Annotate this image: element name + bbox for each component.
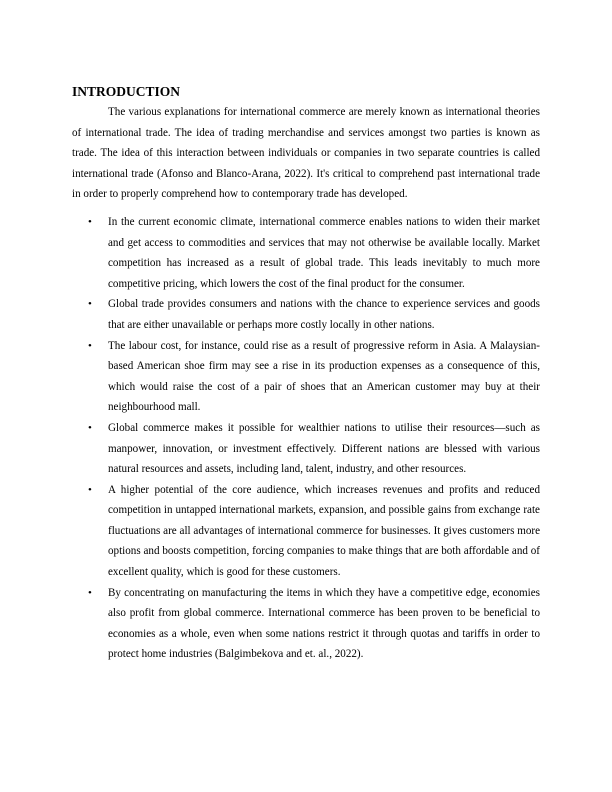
bullet-item <box>72 212 540 294</box>
bullet-text: In the current economic climate, international commerce enables nations to widen their market and get access to commodities and services that may not otherwise be available locally. Market competition has increased as a result of global trade. This leads inevitably to much more competitive pricing, which lowers the cost of the final product for the consumer. <box>108 215 540 290</box>
document-page <box>72 82 540 665</box>
bullet-text: Global commerce makes it possible for wealthier nations to utilise their resources—such as manpower, innovation, or investment effectively. Different nations are blessed with various natural resources and assets, including land, talent, industry, and other resources. <box>108 421 540 476</box>
bullet-item <box>72 294 540 335</box>
section-heading: INTRODUCTION <box>72 84 181 99</box>
bullet-text: A higher potential of the core audience, which increases revenues and profits and reduced competition in untapped international markets, expansion, and possible gains from exchange rate fluctuations are all advantages of international commerce for businesses. It gives customers more options and boosts competition, forcing companies to make things that are both affordable and of excellent quality, which is good for these customers. <box>108 483 540 579</box>
bullet-item <box>72 418 540 480</box>
bullet-icon: • <box>88 586 92 599</box>
bullet-icon: • <box>88 215 92 228</box>
bullet-icon: • <box>88 298 92 311</box>
bullet-item <box>72 583 540 665</box>
bullet-item <box>72 480 540 583</box>
bullet-item <box>72 336 540 418</box>
bullet-text: By concentrating on manufacturing the items in which they have a competitive edge, economies also profit from global commerce. International commerce has been proven to be beneficial to economies as a whole, even when some nations restrict it through quotas and tariffs in order to protect home industries (Balgimbekova and et. al., 2022). <box>108 586 540 661</box>
bullet-text: Global trade provides consumers and nations with the chance to experience services and goods that are either unavailable or perhaps more costly locally in other nations. <box>108 298 540 331</box>
bullet-icon: • <box>88 421 92 434</box>
bullet-text: The labour cost, for instance, could rise as a result of progressive reform in Asia. A Malaysian-based American shoe firm may see a rise in its production expenses as a consequence of this, which would raise the cost of a pair of shoes that an American customer may buy at their neighbourhood mall. <box>108 339 540 414</box>
intro-paragraph: The various explanations for international commerce are merely known as international theories of international trade. The idea of trading merchandise and services amongst two parties is known as trade. The idea of this interaction between individuals or companies in two separate countries is called international trade (Afonso and Blanco-Arana, 2022). It's critical to comprehend past international trade in order to properly comprehend how to contemporary trade has developed. <box>72 106 540 201</box>
bullet-icon: • <box>88 339 92 352</box>
bullet-icon: • <box>88 483 92 496</box>
bullet-list <box>72 212 540 665</box>
